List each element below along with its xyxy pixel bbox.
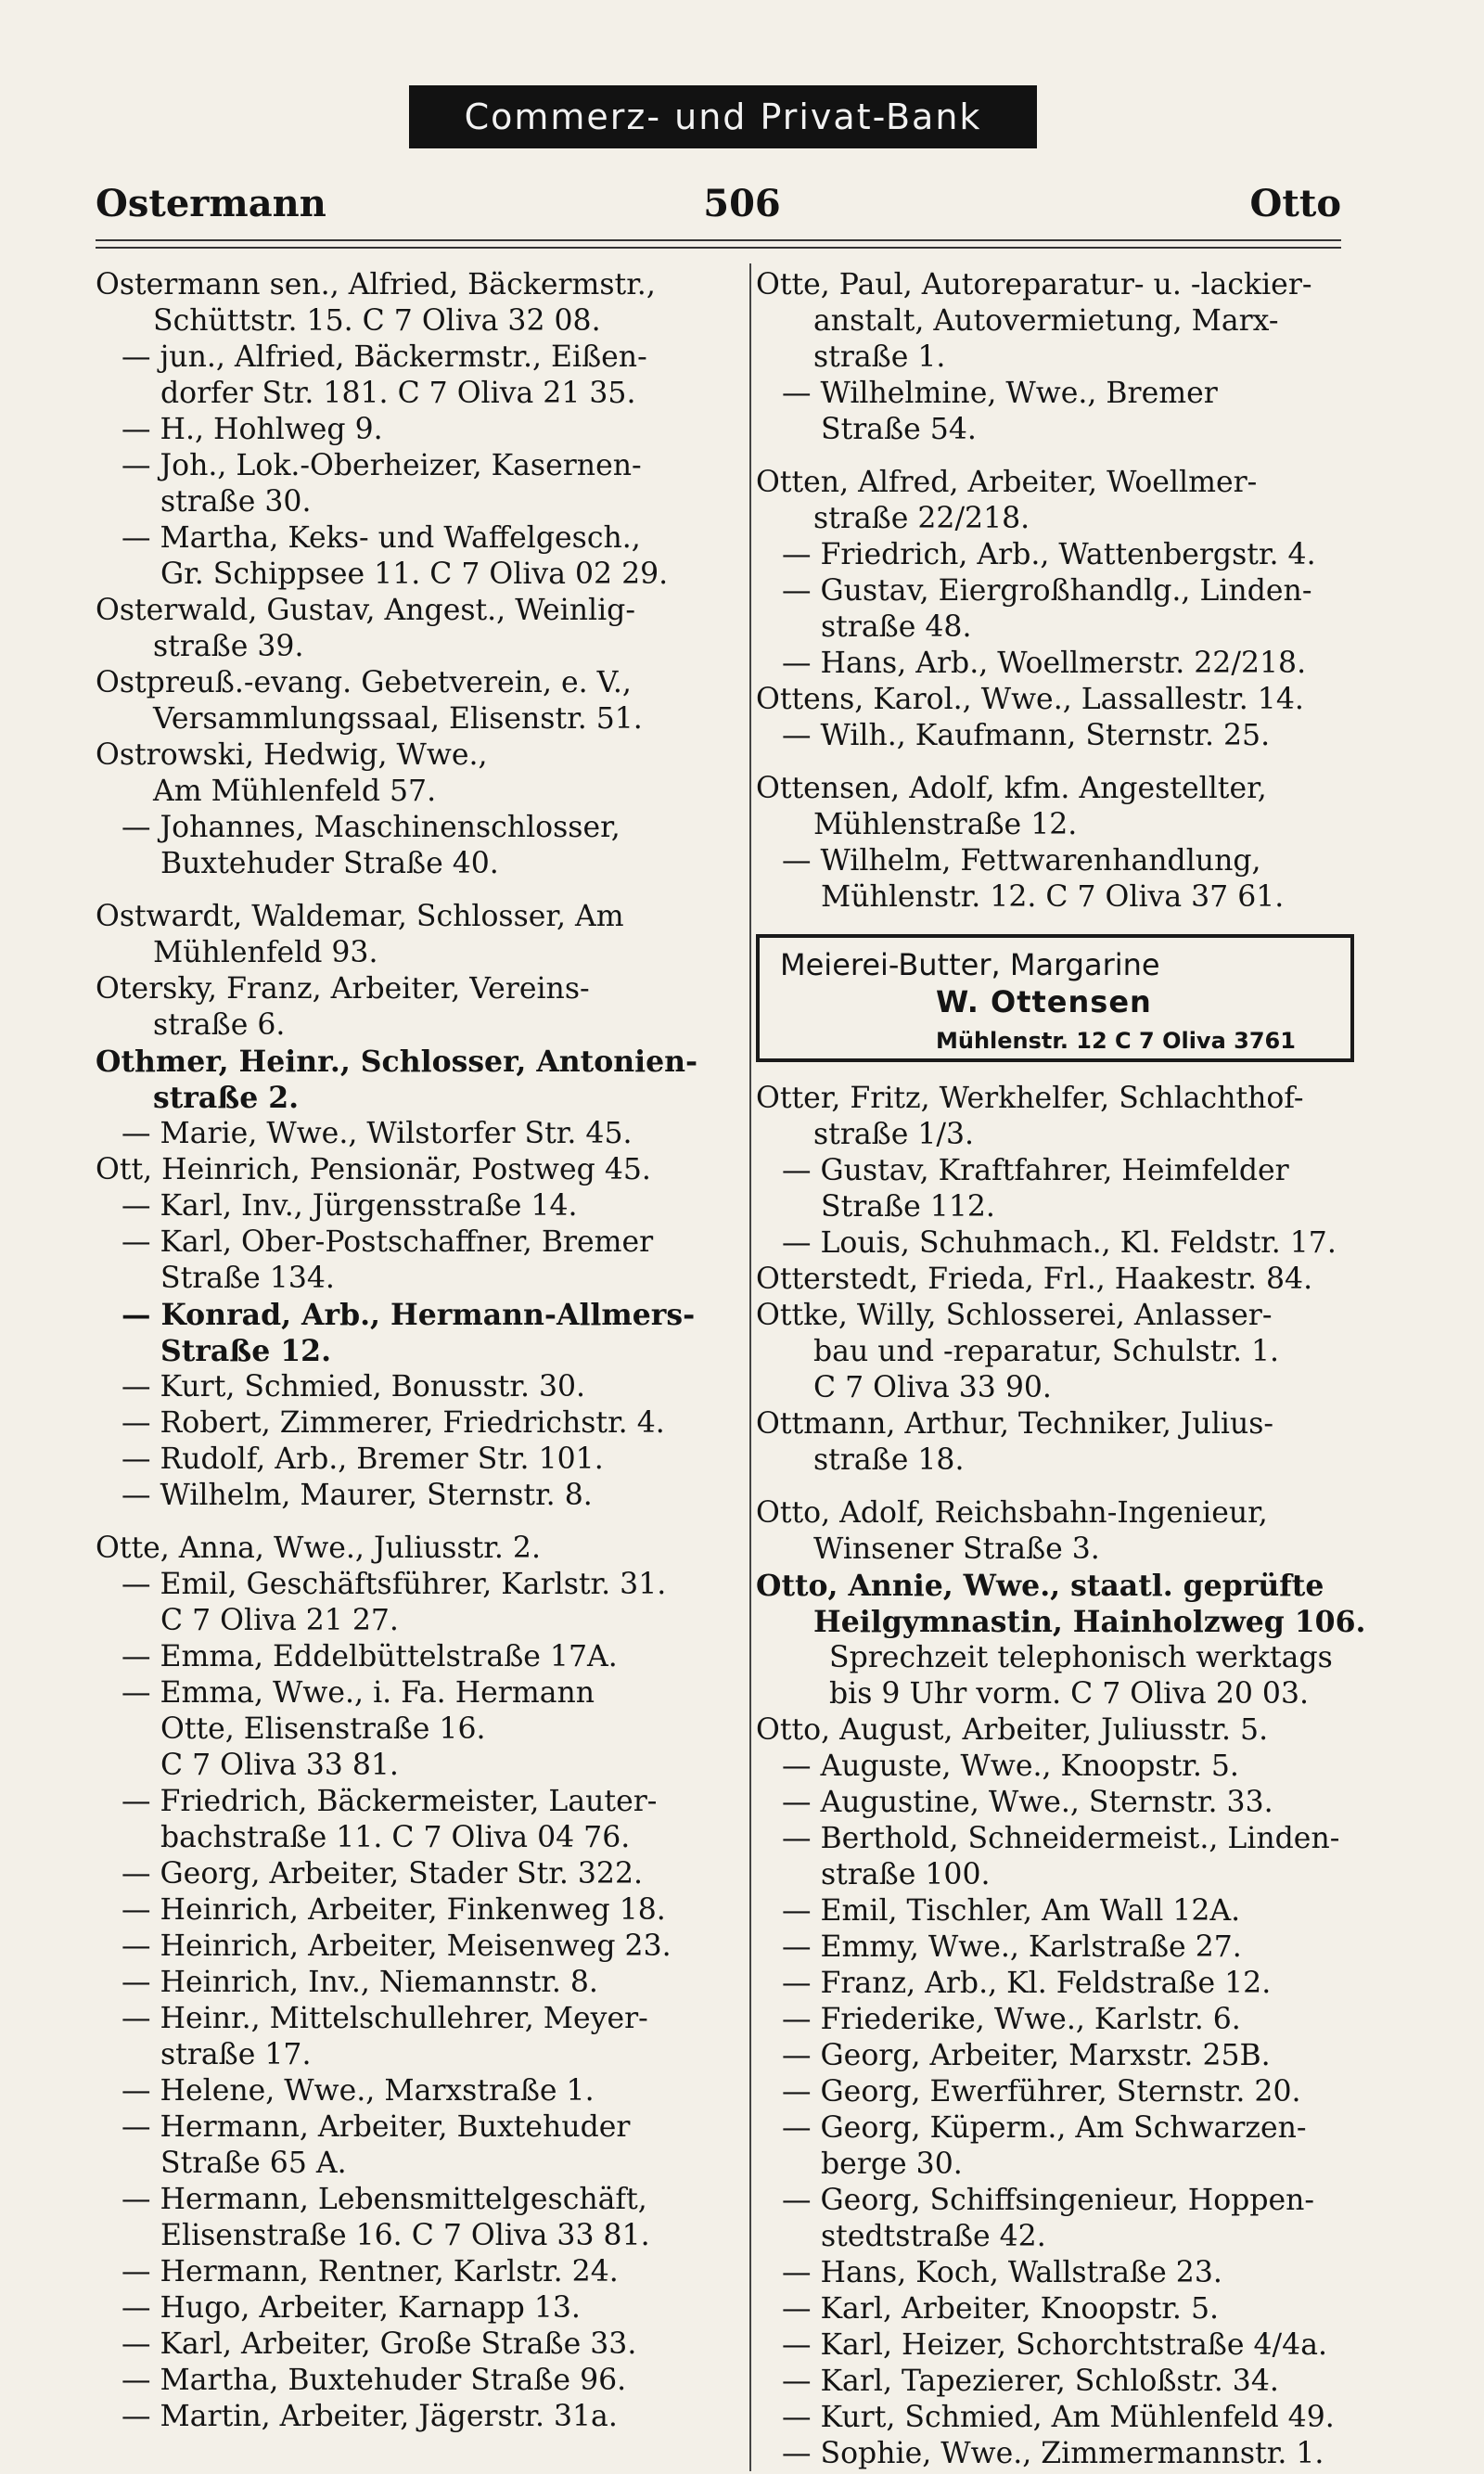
entry-line: Otto, Annie, Wwe., staatl. geprüfte: [756, 1569, 1324, 1603]
entry-line: Winsener Straße 3.: [813, 1532, 1100, 1566]
directory-entry: [96, 593, 729, 665]
entry-line: — Emma, Eddelbüttelstraße 17A.: [122, 1640, 618, 1673]
entry-line: — Karl, Arbeiter, Große Straße 33.: [122, 2327, 637, 2361]
directory-entry: [96, 2182, 729, 2254]
entry-line: Straße 65 A.: [160, 2147, 347, 2180]
directory-entry: [756, 2038, 1357, 2074]
page-number: 506: [703, 182, 781, 225]
entry-line: — Heinrich, Arbeiter, Finkenweg 18.: [122, 1893, 666, 1927]
directory-entry: [756, 1153, 1357, 1225]
entry-line: — Hans, Arb., Woellmerstr. 22/218.: [782, 647, 1307, 680]
entry-line: straße 1/3.: [813, 1118, 975, 1151]
entry-line: — Louis, Schuhmach., Kl. Feldstr. 17.: [782, 1226, 1337, 1260]
directory-entry: [96, 448, 729, 520]
directory-entry: [96, 1224, 729, 1297]
entry-line: — Marie, Wwe., Wilstorfer Str. 45.: [122, 1117, 633, 1150]
entry-line: — Heinrich, Inv., Niemannstr. 8.: [122, 1966, 598, 1999]
left-column: [96, 267, 729, 2435]
directory-entry: [96, 1965, 729, 2001]
entry-line: straße 22/218.: [813, 502, 1030, 535]
ad-company-name: W. Ottensen: [936, 984, 1152, 1019]
directory-entry: [756, 267, 1357, 376]
entry-line: — Karl, Ober-Postschaffner, Bremer: [122, 1225, 654, 1259]
entry-line: Am Mühlenfeld 57.: [153, 775, 437, 808]
directory-entry: [96, 971, 729, 1044]
entry-line: Otten, Alfred, Arbeiter, Woellmer-: [756, 466, 1258, 499]
entry-note: [756, 1640, 1357, 1712]
directory-entry: [756, 2364, 1357, 2400]
entry-line: — Konrad, Arb., Hermann-Allmers-: [122, 1298, 696, 1332]
entry-line: berge 30.: [821, 2147, 963, 2181]
entry-line: straße 6.: [153, 1008, 286, 1042]
entry-line: straße 1.: [813, 340, 946, 374]
right-column-top: [756, 267, 1357, 916]
entry-line: — Martha, Buxtehuder Straße 96.: [122, 2364, 627, 2397]
entry-line: — Augustine, Wwe., Sternstr. 33.: [782, 1786, 1273, 1819]
directory-entry: [96, 2109, 729, 2182]
entry-line: — Wilhelm, Fettwarenhandlung,: [782, 844, 1261, 878]
entry-line: Gr. Schippsee 11. C 7 Oliva 02 29.: [160, 558, 669, 591]
directory-entry: [96, 737, 729, 810]
directory-entry: [756, 1298, 1357, 1406]
entry-line: dorfer Str. 181. C 7 Oliva 21 35.: [160, 377, 636, 410]
directory-entry: [96, 520, 729, 593]
directory-entry: [96, 1152, 729, 1188]
directory-entry: [756, 1966, 1357, 2002]
entry-line: straße 100.: [821, 1858, 991, 1891]
header-rule-bottom: [96, 247, 1341, 249]
entry-line: Straße 134.: [160, 1262, 335, 1295]
directory-entry: [756, 2327, 1357, 2364]
entry-line: — Georg, Arbeiter, Marxstr. 25B.: [782, 2039, 1271, 2072]
directory-entry: [756, 1929, 1357, 1966]
entry-line: — Georg, Ewerführer, Sternstr. 20.: [782, 2075, 1301, 2109]
running-head-right: Otto: [1249, 182, 1341, 225]
directory-entry: [96, 1856, 729, 1892]
entry-line: — Emma, Wwe., i. Fa. Hermann: [122, 1676, 595, 1710]
directory-entry: [96, 2399, 729, 2435]
entry-line: straße 18.: [813, 1443, 965, 1477]
directory-entry: [96, 2254, 729, 2290]
entry-line: Ottensen, Adolf, kfm. Angestellter,: [756, 772, 1267, 805]
entry-line: anstalt, Autovermietung, Marx-: [813, 304, 1279, 338]
entry-line: — Wilhelm, Maurer, Sternstr. 8.: [122, 1479, 593, 1512]
directory-entry: [756, 1893, 1357, 1929]
directory-entry: [756, 573, 1357, 646]
directory-entry: [96, 1044, 729, 1116]
entry-line: Otter, Fritz, Werkhelfer, Schlachthof-: [756, 1082, 1304, 1115]
directory-entry: [756, 2002, 1357, 2038]
entry-line: Mühlenstr. 12. C 7 Oliva 37 61.: [821, 880, 1285, 914]
entry-line: stedtstraße 42.: [821, 2220, 1046, 2253]
entry-line: bau und -reparatur, Schulstr. 1.: [813, 1335, 1280, 1368]
entry-line: Straße 112.: [821, 1190, 995, 1224]
entry-line: C 7 Oliva 33 81.: [160, 1749, 399, 1782]
entry-line: — Karl, Arbeiter, Knoopstr. 5.: [782, 2292, 1220, 2326]
entry-line: — Gustav, Eiergroßhandlg., Linden-: [782, 574, 1312, 608]
entry-line: — Wilh., Kaufmann, Sternstr. 25.: [782, 719, 1271, 752]
entry-line: — Georg, Arbeiter, Stader Str. 322.: [122, 1857, 644, 1891]
directory-entry: [756, 537, 1357, 573]
entry-line: Otte, Anna, Wwe., Juliusstr. 2.: [96, 1532, 541, 1565]
directory-entry: [96, 665, 729, 737]
directory-entry: [756, 2183, 1357, 2255]
directory-entry: [96, 2327, 729, 2363]
entry-line: — Hugo, Arbeiter, Karnapp 13.: [122, 2291, 581, 2325]
entry-line: Straße 54.: [821, 413, 977, 446]
right-column: [756, 267, 1366, 2472]
entry-line: C 7 Oliva 33 90.: [813, 1371, 1052, 1404]
entry-line: straße 39.: [153, 630, 304, 663]
entry-line: straße 17.: [160, 2038, 312, 2071]
entry-line: Ostrowski, Hedwig, Wwe.,: [96, 738, 488, 772]
column-divider: [749, 263, 751, 2471]
entry-line: — Robert, Zimmerer, Friedrichstr. 4.: [122, 1406, 665, 1440]
bank-banner: Commerz- und Privat-Bank: [409, 85, 1037, 148]
directory-entry: [756, 682, 1357, 718]
entry-line: Ottke, Willy, Schlosserei, Anlasser-: [756, 1299, 1273, 1332]
directory-entry: [96, 267, 729, 340]
directory-entry: [756, 1406, 1357, 1479]
directory-entry: [756, 1262, 1357, 1298]
entry-line: straße 2.: [153, 1081, 300, 1115]
advertisement-box: [756, 934, 1354, 1062]
entry-line: — Wilhelmine, Wwe., Bremer: [782, 377, 1218, 410]
entry-line: C 7 Oliva 21 27.: [160, 1604, 399, 1637]
entry-line: Heilgymnastin, Hainholzweg 106.: [813, 1605, 1366, 1639]
entry-line: Otto, Adolf, Reichsbahn-Ingenieur,: [756, 1496, 1268, 1530]
directory-entry: [96, 1784, 729, 1856]
ad-address: Mühlenstr. 12 C 7 Oliva 3761: [936, 1028, 1296, 1054]
entry-line: — Emil, Geschäftsführer, Karlstr. 31.: [122, 1568, 667, 1601]
directory-entry: [96, 1297, 729, 1369]
entry-line: — Hans, Koch, Wallstraße 23.: [782, 2256, 1222, 2289]
entry-line: — Franz, Arb., Kl. Feldstraße 12.: [782, 1967, 1272, 2000]
directory-entry: [96, 1929, 729, 1965]
entry-line: — Kurt, Schmied, Bonusstr. 30.: [122, 1370, 586, 1404]
directory-entry: [96, 2363, 729, 2399]
entry-line: bachstraße 11. C 7 Oliva 04 76.: [160, 1821, 631, 1854]
entry-line: Mühlenfeld 93.: [153, 936, 378, 969]
running-head-left: Ostermann: [96, 182, 326, 225]
entry-note-line: Sprechzeit telephonisch werktags: [829, 1641, 1333, 1674]
entry-line: — Rudolf, Arb., Bremer Str. 101.: [122, 1442, 604, 1476]
directory-entry: [756, 1568, 1366, 1640]
entry-line: — Johannes, Maschinenschlosser,: [122, 811, 620, 844]
entry-line: — Berthold, Schneidermeist., Linden-: [782, 1822, 1340, 1855]
entry-line: Straße 12.: [160, 1334, 332, 1368]
entry-line: Ott, Heinrich, Pensionär, Postweg 45.: [96, 1153, 651, 1186]
entry-line: — Helene, Wwe., Marxstraße 1.: [122, 2074, 595, 2108]
directory-entry: [756, 2074, 1357, 2110]
right-column-bottom: [756, 1081, 1366, 2472]
entry-line: — Emmy, Wwe., Karlstraße 27.: [782, 1930, 1242, 1964]
entry-line: — Hermann, Arbeiter, Buxtehuder: [122, 2110, 631, 2144]
directory-entry: [756, 843, 1357, 916]
directory-entry: [756, 2400, 1357, 2436]
directory-entry: [96, 1478, 729, 1514]
entry-line: — Hermann, Rentner, Karlstr. 24.: [122, 2255, 619, 2288]
directory-entry: [756, 2291, 1357, 2327]
entry-line: — Sophie, Wwe., Zimmermannstr. 1.: [782, 2437, 1324, 2470]
directory-entry: [756, 465, 1357, 537]
entry-line: — Martin, Arbeiter, Jägerstr. 31a.: [122, 2400, 618, 2433]
directory-entry: [96, 1188, 729, 1224]
directory-entry: [756, 1785, 1357, 1821]
entry-line: Otte, Elisenstraße 16.: [160, 1712, 486, 1746]
entry-line: — Georg, Küperm., Am Schwarzen-: [782, 2111, 1307, 2145]
directory-entry: [96, 1442, 729, 1478]
entry-note-line: bis 9 Uhr vorm. C 7 Oliva 20 03.: [829, 1677, 1310, 1711]
entry-line: Elisenstraße 16. C 7 Oliva 33 81.: [160, 2219, 650, 2252]
entry-line: Othmer, Heinr., Schlosser, Antonien-: [96, 1045, 698, 1079]
entry-line: Otersky, Franz, Arbeiter, Vereins-: [96, 972, 590, 1006]
directory-entry: [756, 1749, 1357, 1785]
entry-line: straße 30.: [160, 485, 312, 519]
entry-line: Ostermann sen., Alfried, Bäckermstr.,: [96, 268, 656, 301]
entry-line: — Martha, Keks- und Waffelgesch.,: [122, 521, 641, 555]
directory-entry: [96, 1116, 729, 1152]
entry-line: — Joh., Lok.-Oberheizer, Kasernen-: [122, 449, 642, 482]
entry-line: Ostwardt, Waldemar, Schlosser, Am: [96, 900, 624, 933]
directory-entry: [756, 1225, 1357, 1262]
entry-line: — Heinrich, Arbeiter, Meisenweg 23.: [122, 1929, 672, 1963]
entry-line: Otto, August, Arbeiter, Juliusstr. 5.: [756, 1713, 1269, 1747]
entry-line: — Hermann, Lebensmittelgeschäft,: [122, 2183, 647, 2216]
directory-entry: [756, 1821, 1357, 1893]
directory-entry: [96, 1567, 729, 1639]
entry-line: — Karl, Inv., Jürgensstraße 14.: [122, 1189, 578, 1223]
entry-line: — jun., Alfried, Bäckermstr., Eißen-: [122, 340, 647, 374]
entry-line: Otterstedt, Frieda, Frl., Haakestr. 84.: [756, 1263, 1313, 1296]
directory-entry: [756, 376, 1357, 448]
directory-entry: [96, 2001, 729, 2073]
directory-entry: [96, 1531, 729, 1567]
entry-line: Versammlungssaal, Elisenstr. 51.: [153, 702, 643, 736]
directory-entry: [96, 340, 729, 412]
entry-line: — Friedrich, Arb., Wattenbergstr. 4.: [782, 538, 1316, 571]
directory-entry: [96, 1405, 729, 1442]
directory-entry: [96, 2073, 729, 2109]
directory-entry: [96, 1675, 729, 1784]
directory-entry: [96, 1892, 729, 1929]
entry-line: — Karl, Heizer, Schorchtstraße 4/4a.: [782, 2328, 1327, 2362]
entry-line: — Karl, Tapezierer, Schloßstr. 34.: [782, 2365, 1279, 2398]
entry-line: — Auguste, Wwe., Knoopstr. 5.: [782, 1750, 1239, 1783]
entry-line: — Gustav, Kraftfahrer, Heimfelder: [782, 1154, 1289, 1187]
directory-entry: [756, 1712, 1357, 1749]
header-rule-top: [96, 239, 1341, 241]
entry-line: — Friederike, Wwe., Karlstr. 6.: [782, 2003, 1241, 2036]
entry-line: — Emil, Tischler, Am Wall 12A.: [782, 1894, 1241, 1928]
entry-line: Buxtehuder Straße 40.: [160, 847, 499, 880]
directory-entry: [96, 1369, 729, 1405]
entry-line: Ottens, Karol., Wwe., Lassallestr. 14.: [756, 683, 1304, 716]
entry-line: Ottmann, Arthur, Techniker, Julius-: [756, 1407, 1274, 1441]
directory-entry: [756, 718, 1357, 754]
directory-entry: [96, 2290, 729, 2327]
ad-product-line: Meierei-Butter, Margarine: [780, 947, 1160, 982]
directory-entry: [96, 412, 729, 448]
directory-entry: [756, 2436, 1357, 2472]
entry-line: Mühlenstraße 12.: [813, 808, 1078, 841]
directory-entry: [96, 899, 729, 971]
entry-line: — Kurt, Schmied, Am Mühlenfeld 49.: [782, 2401, 1335, 2434]
entry-line: — Friedrich, Bäckermeister, Lauter-: [122, 1785, 658, 1818]
directory-entry: [96, 1639, 729, 1675]
entry-line: straße 48.: [821, 610, 972, 644]
entry-line: Osterwald, Gustav, Angest., Weinlig-: [96, 594, 635, 627]
directory-entry: [756, 2110, 1357, 2183]
directory-entry: [756, 1495, 1357, 1568]
directory-entry: [756, 771, 1357, 843]
entry-line: Otte, Paul, Autoreparatur- u. -lackier-: [756, 268, 1312, 301]
entry-line: Ostpreuß.-evang. Gebetverein, e. V.,: [96, 666, 632, 699]
directory-entry: [756, 646, 1357, 682]
entry-line: — H., Hohlweg 9.: [122, 413, 383, 446]
directory-entry: [756, 2255, 1357, 2291]
directory-entry: [756, 1081, 1357, 1153]
entry-line: Schüttstr. 15. C 7 Oliva 32 08.: [153, 304, 601, 338]
entry-line: — Heinr., Mittelschullehrer, Meyer-: [122, 2002, 648, 2035]
entry-line: — Georg, Schiffsingenieur, Hoppen-: [782, 2184, 1315, 2217]
directory-entry: [96, 810, 729, 882]
